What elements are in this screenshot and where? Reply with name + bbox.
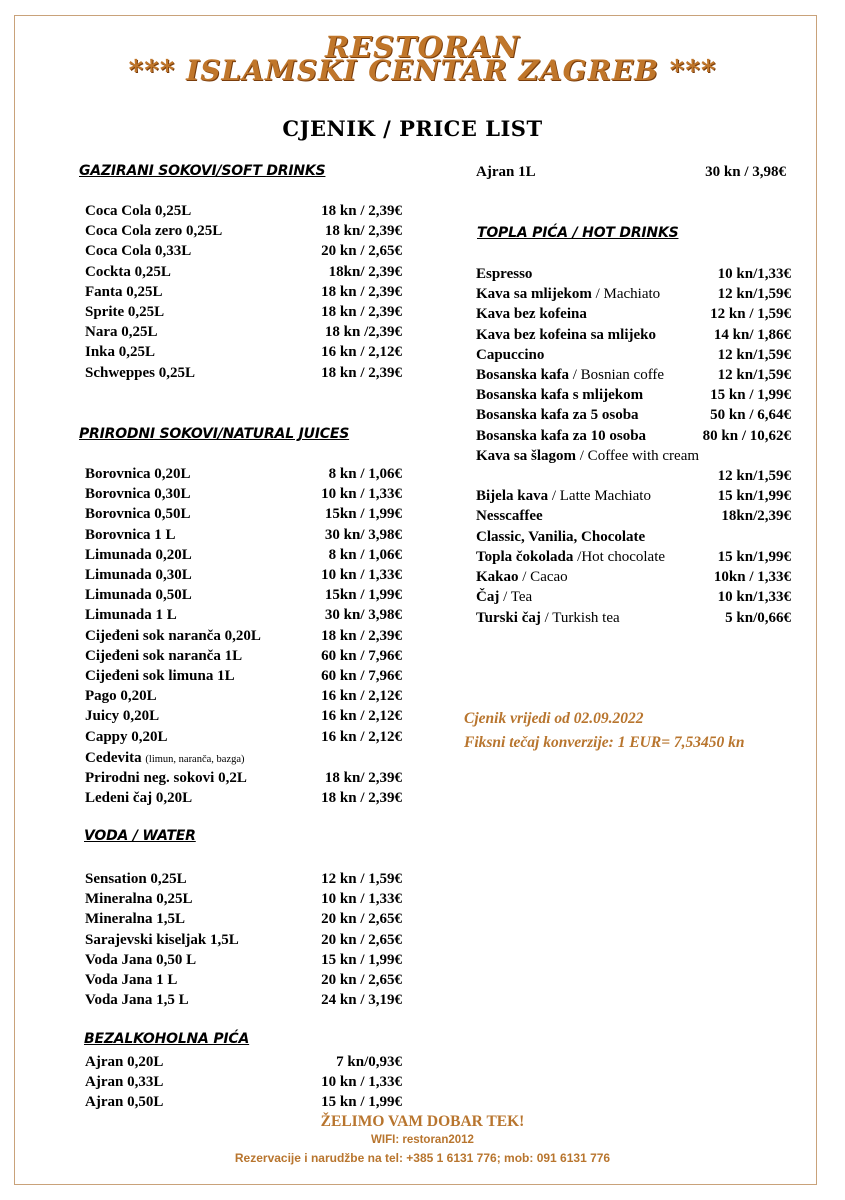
menu-item-price: 20 kn / 2,65€ bbox=[321, 911, 402, 928]
menu-item bbox=[85, 322, 402, 342]
menu-item-name: Bosanska kafa s mlijekom bbox=[476, 387, 644, 404]
menu-item-price: 15kn / 1,99€ bbox=[324, 506, 402, 523]
menu-item-name: Ledeni čaj 0,20L bbox=[85, 790, 193, 807]
menu-item bbox=[85, 930, 402, 950]
menu-item bbox=[85, 525, 402, 545]
menu-item-name: Coca Cola zero 0,25L bbox=[85, 223, 223, 240]
menu-item-name: Nara 0,25L bbox=[85, 324, 158, 341]
menu-item-name: Limunada 0,50L bbox=[85, 587, 192, 604]
menu-item-name: Cockta 0,25L bbox=[85, 263, 171, 280]
menu-item-name: Inka 0,25L bbox=[85, 344, 156, 361]
section-title-water: VODA / WATER bbox=[84, 828, 196, 844]
menu-item-price: 16 kn / 2,12€ bbox=[321, 708, 402, 725]
menu-item bbox=[85, 646, 402, 666]
menu-item bbox=[85, 706, 402, 726]
menu-item-name: Čaj / Tea bbox=[476, 589, 533, 606]
menu-item-price: 20 kn / 2,65€ bbox=[321, 972, 402, 988]
menu-item bbox=[85, 768, 402, 788]
menu-item-name: Cijeđeni sok limuna 1L bbox=[85, 668, 235, 684]
menu-item-price: 8 kn / 1,06€ bbox=[328, 466, 402, 482]
menu-item-price: 10 kn/1,33€ bbox=[717, 589, 791, 606]
menu-item-price: 30 kn/ 3,98€ bbox=[324, 526, 402, 543]
menu-item-name: Sprite 0,25L bbox=[85, 304, 165, 320]
menu-item-name: Capuccino bbox=[476, 346, 545, 363]
menu-item-name: Voda Jana 1,5 L bbox=[85, 992, 189, 1009]
menu-item-name: Ajran 0,50L bbox=[85, 1094, 164, 1111]
restaurant-name-line1: RESTORAN bbox=[324, 30, 521, 64]
menu-item bbox=[85, 990, 402, 1010]
menu-item-price: 18 kn/ 2,39€ bbox=[324, 223, 402, 240]
menu-item-price: 18 kn / 2,39€ bbox=[321, 203, 402, 219]
menu-item-price: 18 kn / 2,39€ bbox=[321, 790, 402, 807]
menu-item bbox=[85, 727, 402, 747]
menu-item-name: Prirodni neg. sokovi 0,2L bbox=[85, 770, 247, 786]
page-title: CJENIK / PRICE LIST bbox=[282, 116, 543, 141]
menu-item bbox=[476, 506, 791, 526]
menu-item bbox=[476, 304, 791, 324]
menu-item-name: Schweppes 0,25L bbox=[85, 364, 196, 381]
menu-item-name: Kava sa mlijekom / Machiato bbox=[476, 286, 661, 303]
menu-item-name: Bosanska kafa za 5 osoba bbox=[476, 407, 639, 424]
menu-item-name: Borovnica 0,50L bbox=[85, 506, 191, 523]
menu-item bbox=[476, 608, 791, 628]
restaurant-name-line2: *** ISLAMSKI CENTAR ZAGREB *** bbox=[128, 54, 717, 87]
menu-item-name: Voda Jana 1 L bbox=[85, 972, 178, 988]
menu-item-price: 12 kn/1,59€ bbox=[717, 346, 791, 363]
menu-item-price: 16 kn / 2,12€ bbox=[321, 688, 402, 705]
menu-item-name: Bosanska kafa za 10 osoba bbox=[476, 427, 647, 444]
menu-item-name: Nesscaffee bbox=[476, 508, 543, 525]
menu-item bbox=[85, 1072, 402, 1092]
menu-item-price: 18 kn/ 2,39€ bbox=[324, 770, 402, 786]
menu-item-price: 12 kn/1,59€ bbox=[717, 367, 791, 383]
menu-item bbox=[85, 262, 402, 282]
menu-item-price: 7 kn/0,93€ bbox=[336, 1054, 402, 1070]
menu-item-price: 24 kn / 3,19€ bbox=[321, 992, 402, 1009]
menu-item bbox=[85, 241, 402, 261]
menu-item bbox=[476, 345, 791, 365]
menu-item bbox=[85, 484, 402, 504]
menu-item bbox=[85, 201, 402, 221]
menu-item-name: Ajran 0,20L bbox=[85, 1054, 164, 1070]
menu-item-name: Borovnica 0,20L bbox=[85, 466, 191, 482]
section-title-hot-drinks: TOPLA PIĆA / HOT DRINKS bbox=[477, 225, 679, 241]
menu-item-name: Limunada 0,20L bbox=[85, 546, 192, 563]
menu-item-name: Limunada 0,30L bbox=[85, 567, 192, 583]
nesscaffee-flavors: Classic, Vanilia, Chocolate bbox=[476, 529, 646, 545]
menu-item bbox=[476, 264, 791, 284]
menu-item-name: Sensation 0,25L bbox=[85, 871, 187, 887]
menu-item bbox=[85, 221, 402, 241]
menu-item-price: 12 kn/1,59€ bbox=[717, 286, 791, 303]
price-list-validity: Cjenik vrijedi od 02.09.2022 bbox=[464, 710, 644, 727]
menu-item bbox=[85, 909, 402, 929]
footer-contact: Rezervacije i narudžbe na tel: +385 1 6131 776; mob: 091 6131 776 bbox=[234, 1151, 611, 1165]
menu-item-name: Kakao / Cacao bbox=[476, 569, 568, 586]
menu-item-name: Juicy 0,20L bbox=[85, 708, 160, 725]
menu-item bbox=[476, 365, 791, 385]
menu-item bbox=[85, 666, 402, 686]
menu-item-kava-sa-slagom: Kava sa šlagom / Coffee with cream bbox=[476, 448, 700, 464]
menu-item-name: Ajran 0,33L bbox=[85, 1074, 164, 1091]
menu-item-price: 10 kn/1,33€ bbox=[717, 266, 791, 282]
menu-item-name: Coca Cola 0,33L bbox=[85, 243, 192, 260]
menu-item bbox=[476, 567, 791, 587]
menu-item bbox=[85, 504, 402, 524]
menu-item bbox=[476, 426, 791, 446]
menu-item bbox=[85, 970, 402, 990]
menu-item-name: Mineralna 0,25L bbox=[85, 891, 193, 908]
menu-item-name: Kava bez kofeina bbox=[476, 306, 587, 323]
menu-item-name: Cappy 0,20L bbox=[85, 728, 168, 745]
footer-wifi: WIFI: restoran2012 bbox=[371, 1134, 474, 1146]
menu-item-price: 80 kn / 10,62€ bbox=[702, 427, 791, 444]
menu-item-name: Sarajevski kiseljak 1,5L bbox=[85, 931, 239, 948]
menu-item-price: 15 kn / 1,99€ bbox=[321, 951, 402, 968]
menu-item bbox=[476, 547, 791, 567]
menu-item-name: Mineralna 1,5L bbox=[85, 911, 185, 928]
menu-item-price: 18kn/2,39€ bbox=[721, 508, 791, 525]
menu-item bbox=[85, 626, 402, 646]
menu-item bbox=[85, 565, 402, 585]
menu-item bbox=[476, 405, 791, 425]
menu-item-name: Borovnica 1 L bbox=[85, 526, 176, 543]
menu-item-price: 15 kn / 1,99€ bbox=[710, 387, 791, 404]
menu-item bbox=[476, 385, 791, 405]
menu-item-price: 18 kn / 2,39€ bbox=[321, 364, 402, 381]
menu-item-name: Cijeđeni sok naranča 0,20L bbox=[85, 627, 261, 644]
menu-item-price: 16 kn / 2,12€ bbox=[321, 728, 402, 745]
footer-greeting: ŽELIMO VAM DOBAR TEK! bbox=[320, 1113, 525, 1130]
menu-item bbox=[85, 1092, 402, 1112]
menu-item-price: 10 kn / 1,33€ bbox=[321, 567, 402, 583]
menu-item bbox=[85, 464, 402, 484]
menu-item-name: Topla čokolada /Hot chocolate bbox=[476, 549, 666, 565]
section-title-soft-drinks: GAZIRANI SOKOVI/SOFT DRINKS bbox=[79, 163, 326, 179]
menu-item-price: 15 kn / 1,99€ bbox=[321, 1094, 402, 1111]
menu-item-price: 18kn/ 2,39€ bbox=[328, 263, 402, 280]
menu-item-price: 18 kn / 2,39€ bbox=[321, 304, 402, 320]
menu-item bbox=[476, 486, 791, 506]
menu-item-name: Bijela kava / Latte Machiato bbox=[476, 488, 651, 504]
menu-item-price: 12 kn / 1,59€ bbox=[321, 871, 402, 887]
menu-item-price: 10 kn / 1,33€ bbox=[321, 891, 402, 908]
menu-item-price: 12 kn / 1,59€ bbox=[710, 306, 791, 323]
menu-item-name: Kava bez kofeina sa mlijeko bbox=[476, 326, 656, 343]
menu-item-price: 5 kn/0,66€ bbox=[725, 609, 791, 626]
menu-item bbox=[476, 325, 791, 345]
menu-item-price: 18 kn /2,39€ bbox=[324, 324, 402, 341]
menu-item bbox=[85, 585, 402, 605]
menu-item bbox=[85, 605, 402, 625]
conversion-rate: Fiksni tečaj konverzije: 1 EUR= 7,53450 kn bbox=[464, 734, 745, 751]
menu-item-price: 14 kn/ 1,86€ bbox=[713, 326, 791, 343]
menu-item-price: 15 kn/1,99€ bbox=[717, 488, 791, 504]
menu-item-price: 60 kn / 7,96€ bbox=[321, 668, 402, 684]
menu-item bbox=[85, 686, 402, 706]
menu-item-price: 10kn / 1,33€ bbox=[713, 569, 791, 586]
menu-item-name: Coca Cola 0,25L bbox=[85, 203, 192, 219]
menu-item bbox=[85, 1052, 402, 1072]
menu-item-price: 15 kn/1,99€ bbox=[717, 549, 791, 565]
menu-item-price: 20 kn / 2,65€ bbox=[321, 931, 402, 948]
menu-item-name: Bosanska kafa / Bosnian coffe bbox=[476, 367, 665, 383]
menu-item-kava-sa-slagom-price: 12 kn/1,59€ bbox=[717, 468, 791, 484]
menu-item bbox=[476, 284, 791, 304]
section-title-non-alcoholic: BEZALKOHOLNA PIĆA bbox=[84, 1031, 250, 1047]
menu-item bbox=[85, 342, 402, 362]
menu-item-name: Turski čaj / Turkish tea bbox=[476, 609, 620, 626]
menu-item-ajran-1l: Ajran 1L 30 kn / 3,98€ bbox=[476, 164, 786, 180]
menu-item-name: Limunada 1 L bbox=[85, 607, 177, 624]
menu-item-price: 15kn / 1,99€ bbox=[324, 587, 402, 604]
menu-item bbox=[85, 302, 402, 322]
menu-item-price: 60 kn / 7,96€ bbox=[321, 647, 402, 664]
menu-item-name: Espresso bbox=[476, 266, 533, 282]
menu-item bbox=[85, 282, 402, 302]
menu-item-price: 10 kn / 1,33€ bbox=[321, 486, 402, 503]
menu-item-name: Borovnica 0,30L bbox=[85, 486, 191, 503]
menu-item-price: 20 kn / 2,65€ bbox=[321, 243, 402, 260]
menu-item bbox=[85, 889, 402, 909]
menu-item bbox=[85, 545, 402, 565]
menu-item-name: Fanta 0,25L bbox=[85, 283, 163, 300]
menu-item-price: 16 kn / 2,12€ bbox=[321, 344, 402, 361]
menu-item-price: 18 kn / 2,39€ bbox=[321, 627, 402, 644]
menu-item-price: 50 kn / 6,64€ bbox=[710, 407, 791, 424]
menu-item bbox=[85, 363, 402, 383]
menu-item-cedevita: Cedevita (limun, naranča, bazga) bbox=[85, 750, 245, 766]
menu-item bbox=[85, 869, 402, 889]
section-title-natural-juices: PRIRODNI SOKOVI/NATURAL JUICES bbox=[79, 426, 350, 442]
menu-item-name: Voda Jana 0,50 L bbox=[85, 951, 197, 968]
menu-item-name: Pago 0,20L bbox=[85, 688, 157, 705]
menu-item-price: 30 kn/ 3,98€ bbox=[324, 607, 402, 624]
menu-item bbox=[85, 950, 402, 970]
menu-item-price: 18 kn / 2,39€ bbox=[321, 283, 402, 300]
menu-item-price: 8 kn / 1,06€ bbox=[328, 546, 402, 563]
menu-item-name: Cijeđeni sok naranča 1L bbox=[85, 647, 243, 664]
menu-item bbox=[476, 587, 791, 607]
menu-item-price: 10 kn / 1,33€ bbox=[321, 1074, 402, 1091]
menu-item bbox=[85, 788, 402, 808]
